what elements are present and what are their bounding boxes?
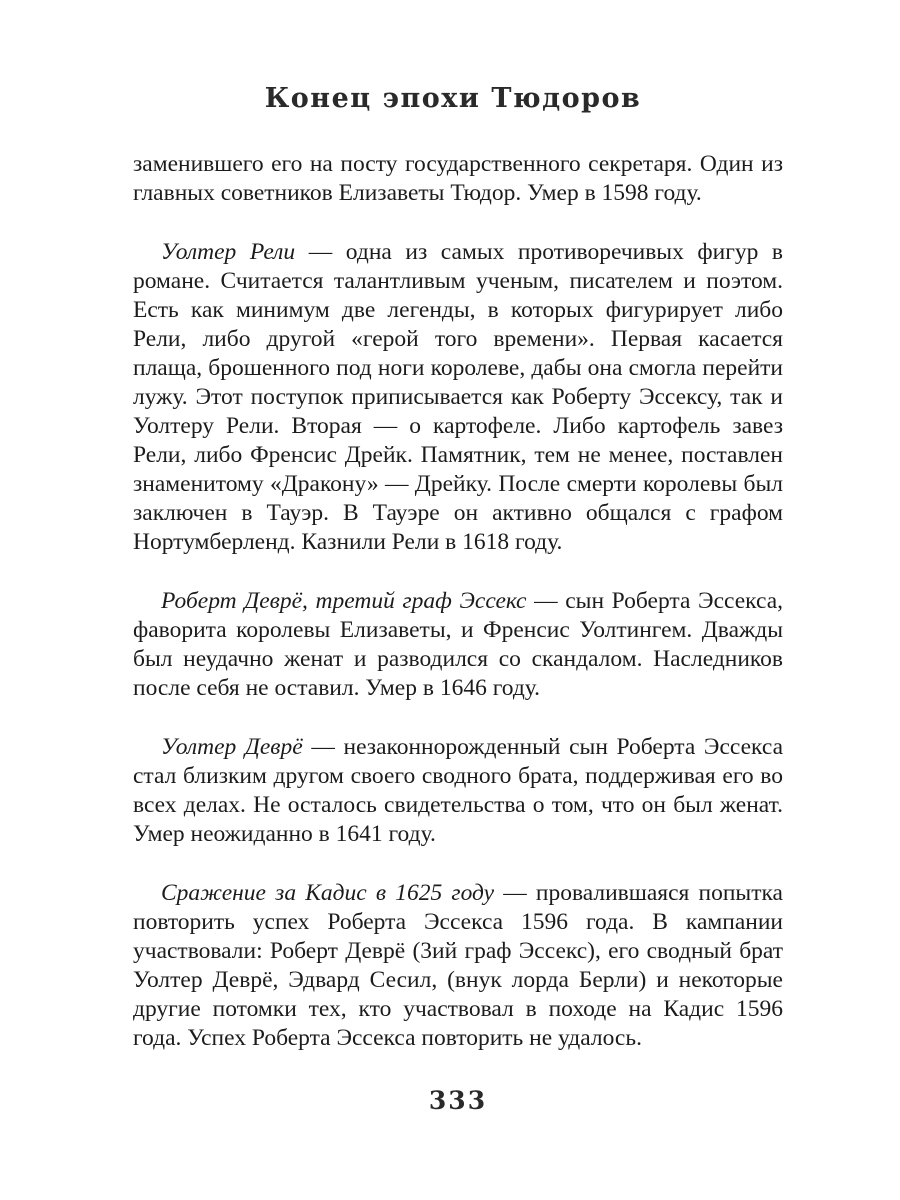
paragraph xyxy=(133,879,783,1053)
paragraph xyxy=(133,238,783,557)
paragraph xyxy=(133,733,783,849)
paragraph-text: — незаконнорожденный сын Роберта Эссекса стал близким другом своего сводного брата, поддерживая его во всех делах. Не осталось свидетельства о том, что он был женат. Умер неожиданно в 1641 году. xyxy=(133,734,784,847)
paragraph-text: — сын Роберта Эссекса, фаворита королевы Елизаветы, и Френсис Уолтингем. Дважды был неудачно женат и разводился со скандалом. Наследников после себя не оставил. Умер в 1646 году. xyxy=(133,588,784,701)
paragraph-lead: Роберт Деврё, третий граф Эссекс xyxy=(161,588,527,614)
paragraph-lead: Уолтер Рели xyxy=(161,239,296,265)
paragraph-text: — одна из самых противоречивых фигур в романе. Считается талантливым ученым, писателем и поэтом. Есть как минимум две легенды, в которых фигурирует либо Рели, либо другой «герой того времени». Первая касается плаща, брошенного под ноги королеве, дабы она смогла перейти лужу. Этот поступок приписывается как Роберту Эссексу, так и Уолтеру Рели. Вторая — о картофеле. Либо картофель завез Рели, либо Френсис Дрейк. Памятник, тем не менее, поставлен знаменитому «Дракону» — Дрейку. После смерти королевы был заключен в Тауэр. В Тауэре он активно общался с графом Нортумберленд. Казнили Рели в 1618 году. xyxy=(133,239,783,555)
paragraph-lead: Уолтер Деврё xyxy=(161,734,303,760)
paragraph-lead: Сражение за Кадис в 1625 году xyxy=(161,880,495,906)
text-block xyxy=(133,150,783,1053)
paragraph-text: заменившего его на посту государственного секретаря. Один из главных советников Елизаветы Тюдор. Умер в 1598 году. xyxy=(133,151,783,206)
running-header: Конец эпохи Тюдоров xyxy=(264,83,642,114)
paragraph xyxy=(133,150,783,208)
paragraph xyxy=(133,587,783,703)
paragraph-text: — провалившаяся попытка повторить успех Роберта Эссекса 1596 года. В кампании участвовали: Роберт Деврё (3ий граф Эссекс), его сводный брат Уолтер Деврё, Эдвард Сесил, (внук лорда Берли) и некоторые другие потомки тех, кто участвовал в походе на Кадис 1596 года. Успех Роберта Эссекса повторить не удалось. xyxy=(133,880,783,1051)
page-number: 333 xyxy=(428,1086,488,1115)
